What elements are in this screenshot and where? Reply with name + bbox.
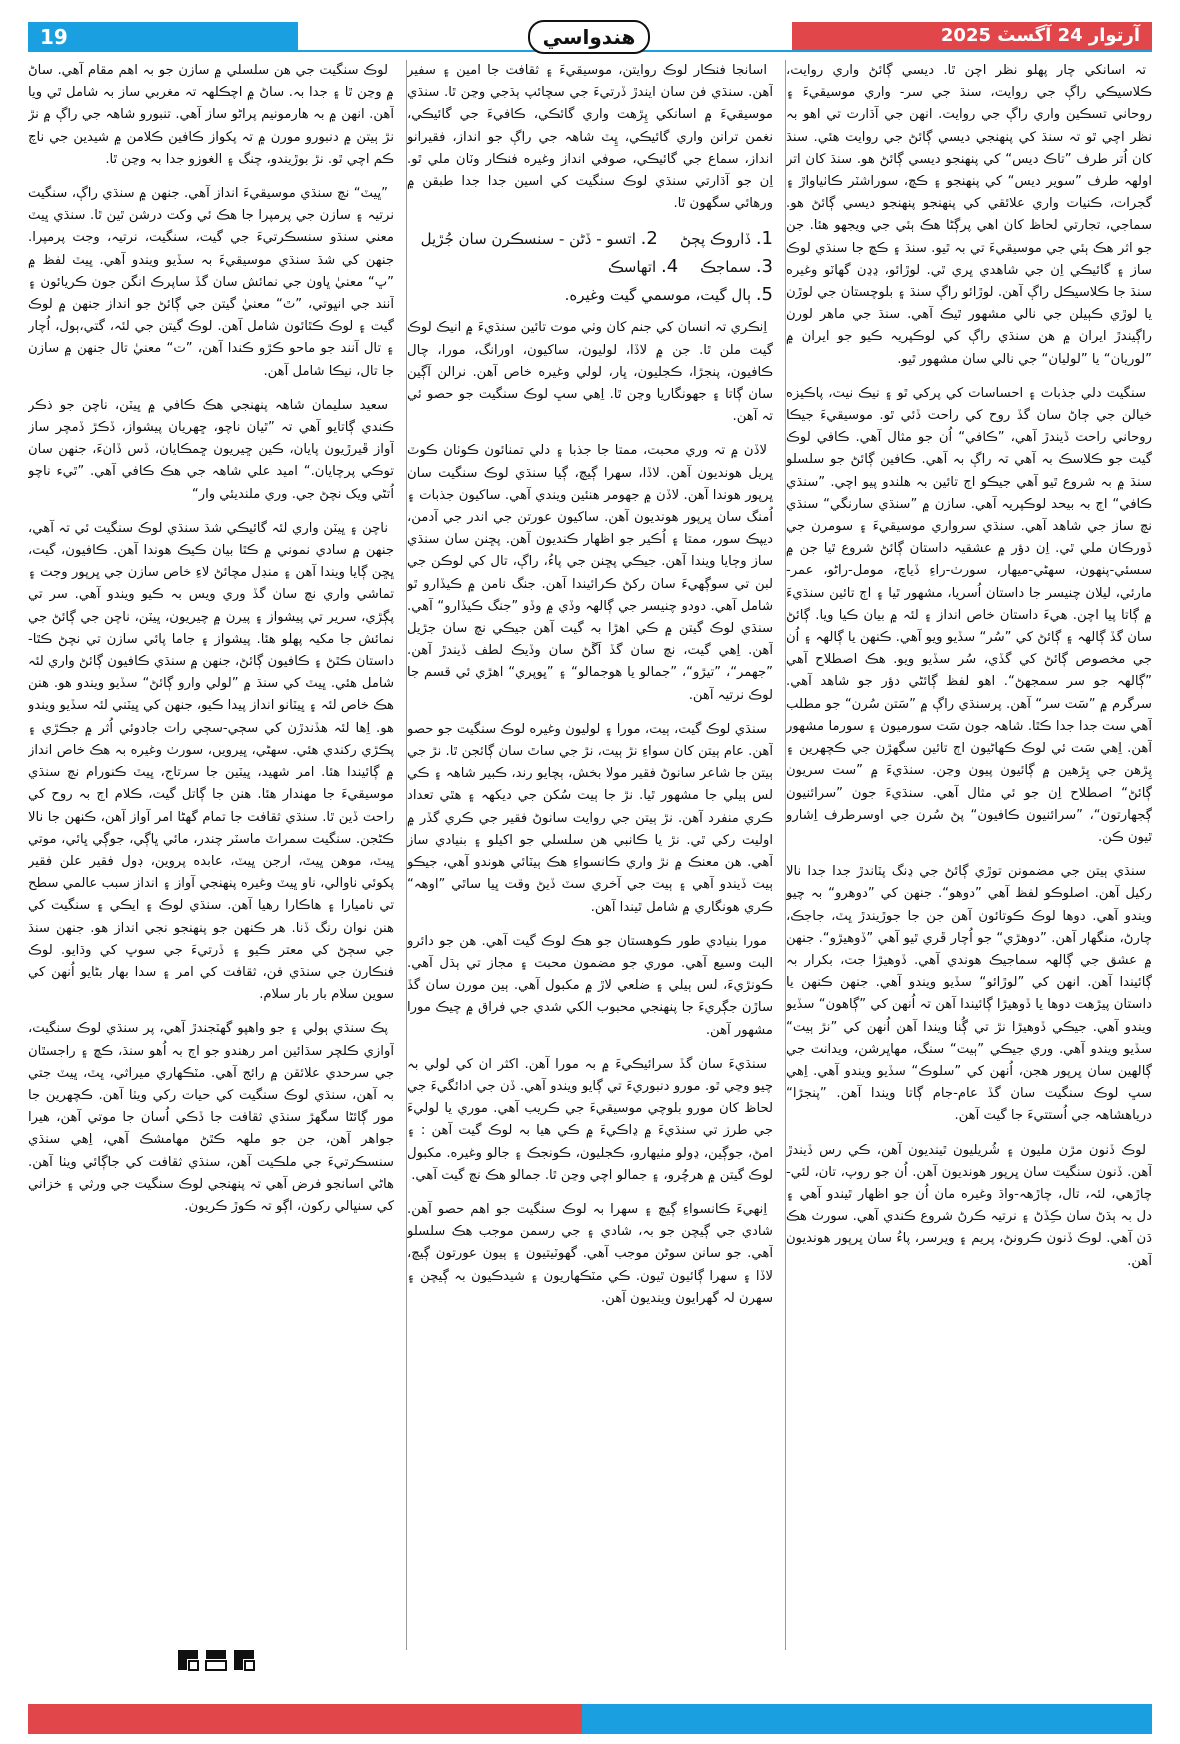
list-item: 3. سماجڪ bbox=[700, 256, 773, 278]
article-paragraph: ناچن ۽ ڀيٽن واري لئہ گائيڪي شڌ سنڌي لوڪ سنگيت ئي تہ آهي، جنهن ۾ سادي نموني ۾ ڪٿا بيان ڪيڪ هوندا آهن. ڪافيون، گيت، ڀڇن ڳايا ويندا آهن ۽ منڊل مچائڻ لاءِ خاص سازن جي ڀرپور وجت ۽ تماشي واري نچ سان گڏ وري ويس بہ ڪيو ويندو آهي. سر تي پڳڙي، سرير تي پيشواز ۽ پيرن ۾ چيريون، ڀيٽن، ناچن جي ڳائڻ جي نمائش جا مکيہ پهلو هئا. پيشواز ۽ جاما پائي سازن تي نچڻ ڪٿا-داستان ڪٿڻ ۽ ڪافيون ڳائڻ، جنهن ۾ سنڌي ڪافيون ڳائڻ واري لئہ شامل هئي. ڀيٽ کي سنڌ ۾ ”لولي وارو ڳائڻ“ سڏيو ويندو هو. هنن هڪ خاص لئہ ۽ ڀيٽانو انداز پيدا ڪيو، جنهن کي ڀيٽني لئہ سڏيو ويندو هو. اِها لئہ هڏندڙن کي سڄي-سڄي رات جادوئي اُثر ۾ جڪڙي ۽ پڪڙي رکندي هئي. سهڻي، ڀيرويں، سورٺ وغيره بہ هڪ خاص انداز ۾ ڳائيندا هئا. امر شهيد، ڀيٽين جا سرتاج، ڀيٽ ڪنورام نچ سنڌي موسيقيءَ جا مهندار هئا. هنن جا ڳاتل گيت، ڪلام اڄ بہ روح کي راحت ڏين ٿا. سنڌي ثقافت جا تمام گهڻا امر آواز آهن، ڪنهن جا نالا ڪڻجن. سنگيت سمراٽ ماسٽر چندر، مائي ڀاڳي، جوڳي ڀائي، موتي ڀيٽ، موهن ڀيٽ، ارجن ڀيٽ، عابده پروين، ڊول فقير علن فقير پکوئي ناوالي، ناو ڀيٽ وغيره پنهنجي آواز ۽ انداز سبب عالمي سطح تي ناميارا ۽ هاڪارا رهيا آهن. سنڌي لوڪ ۽ ايڪي ۽ سنگيت کي هنن نوان رنگ ڏنا. هر ڪنهن جو پنهنجو نجي انداز هو. جنهن سنڌ جي سڄڻ کي معتر ڪيو ۽ ڏرتيءَ جي سوڀ کي وڌايو. لوڪ فنڪارن جي سنڌي فن، ثقافت کي امر ۽ سدا بهار بڻايو اُنهن کي سوين سلام بار بار سلام. bbox=[28, 520, 394, 1003]
newspaper-name: هندواسي bbox=[542, 25, 636, 49]
article-body bbox=[28, 60, 1152, 1650]
footer-blue-band bbox=[582, 1704, 1152, 1734]
column-left bbox=[28, 60, 394, 1650]
list-item: 4. اتهاسڪ bbox=[607, 256, 679, 278]
article-paragraph: لاڏن ۾ تہ وري محبت، ممتا جا جذبا ۽ دلي تمنائون ڪوٺان ڪوٽ ڀريل هونديون آهن. لاڏا، سهرا ڳيچ، ڳيا سنڌي لوڪ سنگيت سان ڀرپور هوندا آهن. لاڏن ۾ جهومر هنئين ويندي آهي. ساکيون جذبات ۽ اُمنگ سان ڀرپور هونديون آهن. ساکيون عورتن جي اندر جي آدمن، ديپڪ سور، ممتا ۽ اُڪير جو اظهار ڪنديون آهن. پڇنن سان سنڌي ساز وڄايا ويندا آهن. جيڪي پڇنن جي پاءُ، راڳ، تال کي لوڪن جي لبن تي سوڳهيءَ سان رکڻ ڪرائيندا آهن. جنگ نامن ۾ ڪيڏارو ٿو شامل آهي. دودو چنيسر جي ڳالهہ وڏي ۾ وڏو ”جنگ ڪيڏارو“ آهي. سنڌي لوڪ گيتن ۾ ڪي اهڙا بہ گيت آهن جيڪي نچ سان جڙيل آهن. اِهي گيت، نچ سان گڏ اَڱڻ سان وڏيڪ لطف ڏيندڙ آهن. ”جهمر“، ”تيڙو“، ”جمالو يا هوجمالو“ ۽ ”ڀوپري“ اهڙي ئي قسم جا لوڪ نرتيہ آهن. bbox=[407, 443, 773, 703]
column-divider bbox=[406, 60, 407, 1650]
column-divider bbox=[785, 60, 786, 1650]
newspaper-logo bbox=[528, 20, 650, 54]
article-paragraph: سنگيت دلي جذبات ۽ احساسات کي پرکي ٿو ۽ نيڪ نيت، پاڪيزه خيالن جي ڄاڻ سان گڏ روح کي راحت ڏئي ٿو. موسيقيءَ جيڪا روحاني راحت ڏيندڙ آهي، ”ڪافي“ اُن جو مثال آهي. ڪافي لوڪ گيت جو ڪلاسڪ بہ آهي تہ راڳ بہ آهي. ڪافين ڳائڻ جو سلسلو سنڌ ۾ بہ شروع ٿيو آهي جيڪو اڄ تائين بہ هلندو پيو اچي. ”سنڌي ڪافي“ اڄ بہ بيحد لوڪپريہ آهي. سازن ۾ ”سنڌي سارنگي“ سنڌي نچ ساز جي شاهد آهي. سنڌي سرواري موسيقيءَ ۽ سومرن جي ڏورڪان ملي ٿي. اِن دؤر ۾ عشقيہ داستان ڳائڻ شروع ٿيا جن ۾ سسئي-پنهون، سهڻي-ميهار، سورٺ-راءِ ڏياچ، مومل-راڻو، عمر-مارئي، ليلان چنيسر جا داستان اُسريا، مشهور ٿيا ۽ اڄ تائين سنڌيءَ ۾ ڳاتا پيا اچن. هيءَ داستان خاص انداز ۽ لئہ ۾ بيان ڪيا ويا. ڳائڻ سان گڏ ڳالهہ ۽ ڳائڻ کي ”سُر“ سڏيو ويو آهي. ڪنهن يا ڳالهہ ۽ اُن جي مخصوص ڳائڻ کي گڏي، سُر سڏيو ويو. هڪ اصطلاح آهي ”ڳالهہ جو سر سمجهڻ“. اهو لفظ ڳائڻي دؤر جو شاهد آهي. سرگرم ۾ ”سَت سر“ آهن. پرسنڌي راڳ ۾ ”سَتن سُرن“ جو مطلب آهي ست جدا جدا ڪٿا. شاهہ جون سَت سورميون ۽ سورما مشهور آهن. اِهي سَت ئي لوڪ ڪهاڻيون اڄ تائين سگهڙن جي ڪچهرين ۽ پِڙهن جي پِڙهين ۾ ڳائيون پيون وڃن. سنڌيءَ ۾ ”ست سريون ڳائڻ“ اصطلاح اِن جو ئي مثال آهي. سنڌيءَ جون ”سرائنيون ڳجهارتون“، ”سرائنيون ڪافيون“ پڻ سُرن جي اوسرطرف اِشارو ٿيون ڪن. bbox=[786, 385, 1152, 845]
list-item: 2. اتسو - ڏڻن - سنسڪرن سان جُڙيل bbox=[420, 228, 658, 250]
list-item: 1. ڏاروڪ پڄڻ bbox=[679, 228, 773, 250]
list-item: 5. ٻال گيت، موسمي گيت وغيره. bbox=[564, 284, 773, 306]
article-paragraph: مورا بنيادي طور ڪوهستان جو هڪ لوڪ گيت آهي. هن جو دائرو البت وسيع آهي. موري جو مضمون محبت ۽ مجاز تي ٻڌل آهي. ڪونڙيءَ، لس ٻيلي ۽ ضلعي لاڙ ۾ مکبول آهي. ٻين مورن سان گڏ ساڙن جڳريءَ جا پنهنجي محبوب الکي شدي جي فراق ۾ چيڪ مورا مشهور آهن. bbox=[407, 933, 773, 1038]
article-paragraph: اِنڪري تہ انسان کي جنم کان وٺي موت تائين سنڌيءَ ۾ انيڪ لوڪ گيت ملن ٿا. جن ۾ لاڏا، لوليون، ساکيون، اورانگ، مورا، چال ڪافيون، پنجڙا، ڪجليون، ڀار، لولي وغيره خاص آهن. نرالن آڳين سان ڳاتا ۽ جهونگاريا وڃن ٿا. اِهي سڀ لوڪ سنگيت جو حصو ئي تہ آهن. bbox=[407, 320, 773, 425]
article-paragraph: سعيد سليمان شاهہ پنهنجي هڪ ڪافي ۾ ڀيٽن، ناچن جو ذڪر ڪندي ڳاتايو آهي تہ ”ٿيان ناچو، ڇهريان پيشواز، ڏڪڙ ڏمچر ساز آواز ڦيرڙيون پايان، ڪين ڇيريون ڇمڪايان، ڏس ڏانءَ، جنهن سان توڪي پرچايان.“ اميد علي شاهہ جي هڪ ڪافي آهي. ”ٿيء ناچو اُتڻي ويک نچڻ جي. وري ملنديئي وار“ bbox=[28, 397, 394, 502]
article-paragraph: پڪ سنڌي ٻولي ۽ جو واهپو گهٽجندڙ آهي، پر سنڌي لوڪ سنگيت، آوازي ڪلچر سڌائين امر رهندو جو اڄ بہ اُهو سنڌ، ڪڇ ۽ راجسٿان جي سرحدي علائقن ۾ رائج آهي. مٽڪهاري ميراثي، ڀٽ، ڀيٽ جتي بہ آهن، سنڌي لوڪ سنگيت کي حيات رکي ويٺا آهن. ڪچهرين جا مور ڳائڻا سگهڙ سنڌي ثقافت جا ڏڪي اُسان جا موتي آهن، هيرا جواهر آهن، جن جو ملهہ ڪٿڻ مهامشڪ آهي، اِهي سنڌي سنسڪرتيءَ جي ملڪيت آهن، سنڌي ثقافت کي جاڳائي ويٺا آهن. هاڻي اسانجو فرض آهي تہ پنهنجي لوڪ سنگيت جي ورثي ۽ خزاني کي سنڀالي رکون، اڳو تہ ڪوڙ ڪريون. bbox=[28, 1021, 394, 1214]
song-categories-list bbox=[407, 227, 773, 307]
footer-red-band bbox=[28, 1704, 582, 1734]
page-number: 19 bbox=[40, 25, 68, 49]
article-paragraph: تہ اسانکي چار پهلو نظر اچن ٿا. ديسي ڳائڻ واري روايت، ڪلاسيڪي راڳ جي روايت، سنڌ جي سر- واري موسيقيءَ ۽ روحاني تسڪين واري راڳ جي روايت. انهن جي آڌارت تي اهو بہ نظر اچي ٿو تہ سنڌ کي پنهنجي ديسي ڳائڻ جي روايت هئي. سنڌ کان اُتر طرف ”تاڪ ديس“ کي پنهنجو ديسي ڳائڻ هو. سنڌ کان اتر اولهہ طرف ”سوير ديس“ کي پنهنجو ۽ ڪڇ، سوراشٽر ڪاٺياواڙ ۽ گجرات، ڪنيات واري علائقي کي پنهنجو پنهنجو ديسي ڳائڻ هو. سماجي، تجارتي لحاظ کان اهي پرڳڻا هڪ ٻئي جي ويجهو هئا. جن جو اثر هڪ ٻئي جي موسيقيءَ تي بہ ٿيو. سنڌ ۽ ڪڇ جا سنڌي لوڪ ساز ۽ گائيڪي اِن جي شاهدي ڀري ٿي. لوڙائو، ڍڍن گهاٽو وغيره سنڌ جا ڪلاسيڪل راڳ آهن. لوڙائو راڳ سنڌ ۽ بلوچستان جي لوڙن يا لوڙي ڪٻيلن جي نالي مشهور ٿيڪ آهي. سنڌ جي ماهر لورن راڳيندڙ ايران ۾ هن سنڌي راڳ کي لوڪپريہ ڪيو جو ايران ۾ ”لوريان“ يا ”لوليان“ جي نالي سان مشهور ٿيو. bbox=[786, 63, 1152, 367]
masthead-red-band bbox=[792, 22, 1152, 52]
article-paragraph: ”ڀيٽ“ نچ سنڌي موسيقيءَ انداز آهي. جنهن ۾ سنڌي راڳ، سنگيت نرتيہ ۽ سازن جي پرمپرا جا هڪ ئي وکت درشن ٿين ٿا. سنڌي ڀيٽ معني سنڌو سنسڪرتيءَ جي گيت، سنگيت، نرتيہ، وجت پرمپرا. جنهن کي شڌ سنڌي موسيقيءَ بہ سڏيو ويندو آهي. ڀيٽ لفظ ۾ ”ڀ“ معنيٰ ڀاون جي نمائش سان گڏ ساپرڪ انگن جون ڪريائون ۽ آنند جي انڀوتي، ”ٿ“ معنيٰ گيتن جي ڳائڻ جو انداز جنهن ۾ لوڪ گيت ۽ لوڪ ڪٿائون شامل آهن. لوڪ گيتن جي لئہ، گتي،ٻول، اُچار ۽ تال آنند جو ماحو ڪڙو ڪندا آهن، ”ت“ معنيٰ تال جنهن ۾ سازن جا تال، نيڪا شامل آهن. bbox=[28, 186, 394, 379]
article-paragraph: سنڌي ٻيتن جي مضمونن توڙي ڳائڻ جي ڍنگ پٽاندڙ جدا جدا نالا رکيل آهن. اصلوڪو لفظ آهي ”دوهو“. جنهن کي ”دوهرو“ بہ چيو ويندو آهي. دوها لوڪ ڪوتائون آهن جن جا جوڙيندڙ ڀٽ، جاجڪ، چارڻ، منگهار آهن. ”دوهڙي“ جو اُچار ڦري ٿيو آهي ”ڏوهيڙو“. جنهن ۾ عشق جي ڳالهہ سماجيڪ هوندي آهي. ڏوهيڙا جت، بکرار بہ ڳائيندا آهن. انهن کي ”لوڙائو“ سڏيو ويندو آهي. جنهن ڪنهن يا داستان پيڙهت دوها يا ڏوهيڙا ڳائيندا آهن تہ اُنهن کي ”ڳاهون“ سڏيو ويندو آهي. جيڪي ڏوهيڙا نڙ تي ڳُنا ويندا آهن اُنهن کي ”نڙ ٻيت“ سڏيو ويندو آهي. وري جيڪي ”ٻيت“ سنگ، مهاڀرشن، ويدانت جي ڳالهين سان ڀرپور هجن، اُنهن کي ”سلوڪ“ سڏيو ويندو آهي. اِهي سڀ لوڪ سنگيت سان گڏ عام-جام ڳاتا ويندا آهن. ”پنجڙا“ درياهشاهہ جي اُستتيءَ جا گيت آهن. bbox=[786, 864, 1152, 1124]
article-paragraph: سنڌي لوڪ گيت، ٻيت، مورا ۽ لوليون وغيره لوڪ سنگيت جو حصو آهن. عام ٻيتن کان سواءِ نڙ ٻيت، نڙ جي ساٿ سان ڳائجن ٿا. نڙ جي ٻيتن جا شاعر سانوڻ فقير مولا بخش، ٻچايو رند، ڪبير شاهہ ۽ ڪي لس ٻيلي جا مشهور ٿيا. نڙ جا ٻيت سُکن جي ديکهہ ۽ هٿي تعداد ڪري منفرد آهن. نڙ ٻيتن جي روايت سانوڻ فقير جي ڪري گڏر ۾ اوليت رکي ٿي. نڙ يا ڪانبي هن سلسلي جو اکيلو ۽ بنيادي ساز آهي. هن معنڪ ۾ نڙ واري ڪانسواءِ هڪ ٻيٽائي هوندو آهي، جيڪو ٻيت ڏيندو آهي ۽ ٻيت جي آخري سٽ ڏيڻ وقت ڀيا ساٿي ”اوهہ“ ڪري هونگاري ۾ شامل ٿيندا آهن. bbox=[407, 721, 773, 915]
article-paragraph: اسانجا فنڪار لوڪ روايتن، موسيقيءَ ۽ ثقافت جا امين ۽ سفير آهن. سنڌي فن سان ايندڙ ڏرتيءَ جي سچائپ ٻڌجي وڃن ٿا. سنڌي موسيقيءَ ۾ اسانکي پِڙهت واري گائڪي، ڪافيءَ جي گائيڪي، نغمن ترانن واري گائيڪي، ڀِٽ شاهہ جي راڳ جو انداز، فقيرانو انداز، سماع جي گائيڪي، صوفي انداز وغيره فنڪار وٽان ملي ٿو. اِن جو آڌارتي سنڌي لوڪ سنگيت کي اسين جدا جدا طبقن ۾ ورهائي سگهون ٿا. bbox=[407, 63, 773, 212]
article-paragraph: لوڪ سنگيت جي هن سلسلي ۾ سازن جو بہ اهم مقام آهي. ساڻ ۾ وڃن ٿا ۽ جدا بہ. ساڻ ۾ اچڪلهہ تہ مغربي ساز بہ شامل ٿي ويا آهن. انهن ۾ بہ هارمونيم پراڻو ساز آهي. تنبورو شاهہ جي راڳ ۾ نڙ نڙ ٻيتن ۾ دنبورو مورن ۾ تہ پکواز ڪافين ڪلامن ۾ شيدين جي ناچ ڪم اچي ٿو. نڙ بوڙيندو، چنگ ۽ الغوزو جدا بہ وڃن ٿا. bbox=[28, 63, 394, 167]
issue-date: آرتوار 24 آگسٽ 2025 bbox=[940, 25, 1140, 46]
footer-band bbox=[28, 1704, 1152, 1734]
article-paragraph: سنڌيءَ سان گڏ سرائيڪيءَ ۾ بہ مورا آهن. اکثر ان کي لولي بہ چيو وڃي ٿو. مورو دنبوريءَ تي ڳايو ويندو آهي. ڏن جي ادائگيءَ جي لحاظ کان مورو بلوچي موسيقيءَ جي ڪريب آهي. موري يا لوليءَ جي طرز تي سنڌيءَ ۾ ڍاڪيءَ ۾ ڪي هيا بہ لوڪ گيت آهن : ۽ امڻ، جوڳين، ڍولو مٺيهارو، ڪجليون، ڪونجڪ ۽ جالو وغيره. مکبول لوڪ گيتن ۾ هرچُرو، ۽ جمالو اچي وڃن ٿا. جمالو هڪ نچ گيت آهي. bbox=[407, 1056, 773, 1183]
article-paragraph: اِنهيءَ ڪانسواءِ ڳيچ ۽ سهرا بہ لوڪ سنگيت جو اهم حصو آهن. شادي جي ڳيچن جو بہ، شادي ۽ جي رسمن موجب هڪ سلسلو آهي. جو سانن سوڻن موجب آهي. گهوٽيتيون ۽ ٻيون عورتون ڳيچ، لاڏا ۽ سهرا ڳائيون ٿيون. ڪي مٽڪهاريون ۽ شيدڪيون بہ ڳيچن ۽ سهرن لہ گهرايون وينديون آهن. bbox=[407, 1201, 773, 1306]
masthead bbox=[28, 22, 1152, 52]
end-of-article-mark-icon bbox=[176, 1648, 256, 1672]
article-paragraph: لوڪ ڏنون مڙن مليون ۽ شُريليون ٿينديون آهن، ڪي رس ڏيندڙ آهن. ڏنون سنگيت سان ڀرپور هونديون آهن. اُن جو روپ، تان، لئي-چاڙهي، لئہ، تال، چاڙهہ-واڌ وغيره مان اُن جو اظهار ٿيندو آهي ۽ دل بہ ٻڌڻ سان ڪِڏڻ ۽ نرتيہ ڪرڻ شروع ڪندي آهي. سورٺ هڪ ڌن آهي. لوڪ ڏنون ڪرونڻ، پريم ۽ ويرسر، پاءُ سان ڀرپور هونديون آهن. bbox=[786, 1142, 1152, 1269]
column-right bbox=[786, 60, 1152, 1650]
column-middle bbox=[407, 60, 773, 1650]
masthead-blue-band bbox=[28, 22, 298, 52]
